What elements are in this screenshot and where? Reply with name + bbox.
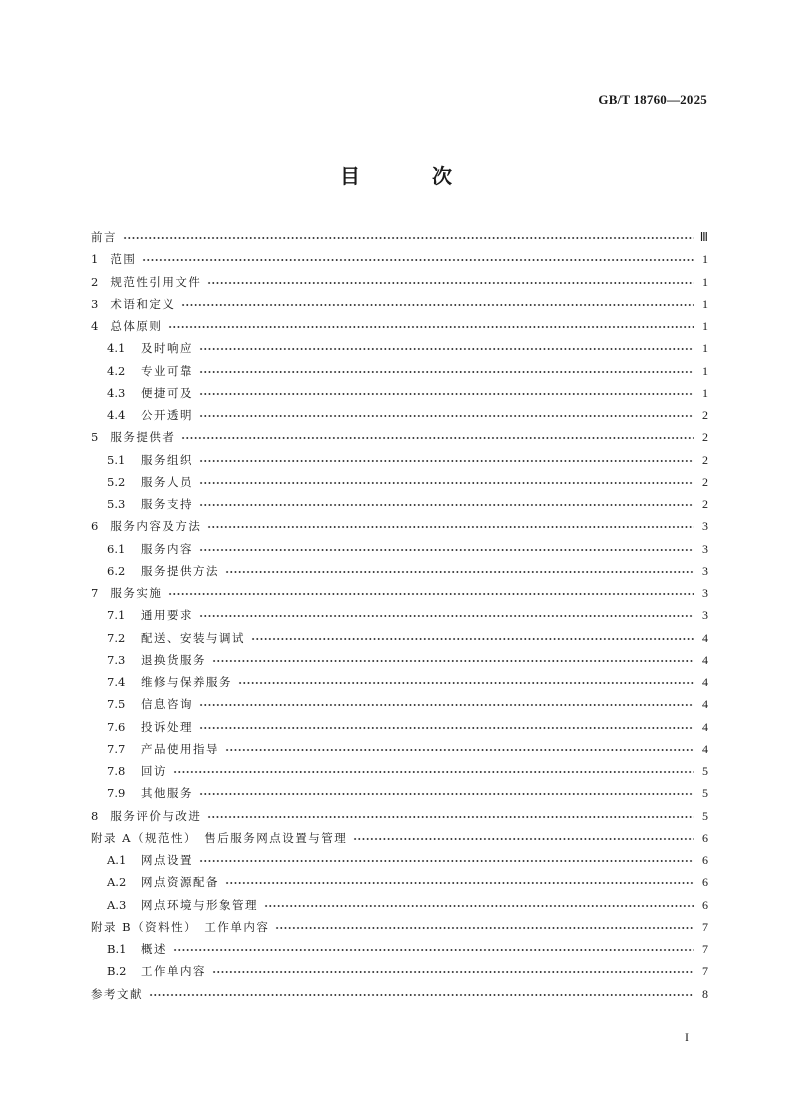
toc-entry-page: 2	[702, 430, 708, 445]
toc-dot-leader	[238, 682, 694, 685]
toc-entry-title: 服务人员	[141, 474, 193, 489]
toc-entry-title: 概述	[141, 942, 167, 956]
toc-entry-page: 2	[702, 474, 708, 489]
toc-entry[interactable]	[91, 515, 708, 537]
toc-entry-page: 7	[702, 942, 708, 956]
toc-entry-title: 信息咨询	[141, 697, 193, 712]
toc-dot-leader	[199, 504, 694, 507]
toc-entry-number: 7.2	[107, 630, 126, 645]
toc-entry[interactable]	[91, 426, 708, 448]
toc-entry-title: 总体原则	[110, 319, 163, 333]
toc-entry-title: 术语和定义	[110, 296, 176, 311]
toc-dot-leader	[275, 926, 694, 929]
toc-entry-number: 4	[91, 319, 99, 333]
toc-entry-title: 服务内容及方法	[110, 519, 202, 534]
toc-entry-number: 7.6	[107, 719, 126, 734]
toc-entry[interactable]	[91, 805, 708, 827]
toc-entry-number: 7.4	[107, 675, 126, 689]
toc-entry-title: 产品使用指导	[141, 741, 219, 756]
toc-dot-leader	[181, 437, 694, 440]
toc-entry-page: 4	[702, 697, 708, 712]
toc-entry-title: 服务评价与改进	[110, 808, 202, 823]
toc-entry[interactable]	[91, 560, 708, 582]
toc-dot-leader	[199, 459, 694, 462]
toc-entry-number: 7.1	[107, 608, 126, 623]
toc-entry-title: 公开透明	[141, 408, 193, 422]
toc-entry-page: 1	[702, 296, 708, 311]
toc-entry-page: 6	[702, 853, 708, 867]
toc-entry-page: 3	[702, 608, 708, 623]
page-title: 目 次	[340, 164, 478, 188]
toc-dot-leader	[353, 837, 694, 840]
toc-entry-title: 参考文献	[91, 986, 143, 1001]
toc-entry-title: 退换货服务	[141, 652, 206, 667]
toc-entry[interactable]	[91, 849, 708, 871]
toc-entry-page: 6	[702, 897, 708, 912]
toc-dot-leader	[199, 415, 694, 418]
toc-entry-title: 服务提供者	[110, 430, 176, 445]
toc-entry-number: 5.3	[107, 497, 126, 511]
toc-entry-page: 4	[702, 652, 708, 667]
toc-entry[interactable]	[91, 960, 708, 982]
toc-entry[interactable]	[91, 382, 708, 404]
toc-entry[interactable]	[91, 938, 708, 960]
toc-entry-title: 网点环境与形象管理	[141, 897, 258, 912]
toc-entry-page: 3	[702, 519, 708, 534]
toc-entry-number: 7.3	[107, 652, 126, 667]
toc-entry-page: 5	[702, 786, 708, 801]
toc-entry-title: 规范性引用文件	[110, 274, 202, 289]
toc-entry-title: 前言	[91, 230, 117, 244]
toc-entry[interactable]	[91, 360, 708, 382]
toc-dot-leader	[225, 570, 694, 573]
toc-entry-page: 2	[702, 497, 708, 511]
toc-dot-leader	[212, 659, 694, 662]
toc-entry[interactable]	[91, 693, 708, 715]
toc-entry-page: 5	[702, 808, 708, 823]
toc-entry-title: 投诉处理	[141, 719, 193, 734]
toc-entry-page: 1	[702, 385, 708, 400]
toc-dot-leader	[199, 481, 694, 484]
toc-entry-number: 7.9	[107, 786, 126, 801]
page-number: I	[685, 1030, 689, 1044]
toc-entry[interactable]	[91, 293, 708, 315]
toc-entry-number: A.2	[107, 875, 127, 890]
toc-entry-page: 4	[702, 630, 708, 645]
toc-dot-leader	[173, 949, 694, 952]
toc-entry[interactable]	[91, 604, 708, 626]
toc-entry-title: 网点设置	[141, 853, 193, 867]
toc-entry-page: 2	[702, 452, 708, 467]
toc-entry-page: 4	[702, 675, 708, 689]
toc-dot-leader	[168, 326, 694, 329]
toc-dot-leader	[199, 392, 694, 395]
toc-entry[interactable]	[91, 404, 708, 426]
toc-entry-number: B.1	[107, 942, 127, 956]
toc-entry-number: 4.2	[107, 363, 126, 378]
toc-entry-number: 4.4	[107, 408, 126, 422]
toc-entry-title: 范围	[110, 252, 137, 267]
toc-dot-leader	[199, 548, 694, 551]
toc-entry-title: 网点资源配备	[141, 875, 219, 890]
toc-dot-leader	[199, 860, 694, 863]
toc-entry-page: 4	[702, 719, 708, 734]
toc-entry-number: B.2	[107, 964, 127, 979]
toc-entry-page: 7	[702, 919, 708, 934]
toc-entry[interactable]	[91, 493, 708, 515]
toc-entry-page: 5	[702, 764, 708, 778]
toc-entry-page: 1	[702, 341, 708, 356]
toc-dot-leader	[168, 593, 694, 596]
toc-entry-title: 其他服务	[141, 786, 193, 801]
toc-dot-leader	[199, 793, 694, 796]
toc-entry[interactable]	[91, 894, 708, 916]
toc-entry-page: Ⅲ	[699, 230, 708, 244]
toc-entry-number: 4.1	[107, 341, 126, 356]
toc-entry-page: 6	[702, 875, 708, 890]
toc-entry-number: 6.1	[107, 541, 126, 556]
toc-entry[interactable]	[91, 916, 708, 938]
toc-entry[interactable]	[91, 983, 708, 1005]
toc-entry-title: 工作单内容	[141, 964, 206, 979]
toc-entry[interactable]	[91, 582, 708, 604]
toc-entry-number: A.1	[107, 853, 127, 867]
toc-entry-title: 服务内容	[141, 541, 193, 556]
toc-entry-page: 3	[702, 563, 708, 578]
toc-entry[interactable]	[91, 671, 708, 693]
toc-entry-page: 1	[702, 274, 708, 289]
toc-entry-number: 7	[91, 586, 99, 600]
toc-entry-page: 7	[702, 964, 708, 979]
toc-entry[interactable]	[91, 248, 708, 270]
toc-entry-title: 及时响应	[141, 341, 193, 356]
toc-entry-number: 3	[91, 296, 99, 311]
toc-entry-page: 8	[702, 986, 708, 1001]
toc-entry-title: 附录 B（资料性） 工作单内容	[91, 919, 270, 934]
toc-entry[interactable]	[91, 871, 708, 893]
toc-entry[interactable]	[91, 627, 708, 649]
toc-entry[interactable]	[91, 449, 708, 471]
toc-entry-title: 通用要求	[141, 608, 193, 623]
toc-entry[interactable]	[91, 271, 708, 293]
toc-entry-title: 回访	[141, 764, 167, 778]
toc-dot-leader	[225, 748, 694, 751]
toc-entry-number: 7.5	[107, 697, 126, 712]
toc-entry-title: 服务组织	[141, 452, 193, 467]
toc-entry-title: 服务提供方法	[141, 563, 219, 578]
toc-entry-number: 5	[91, 430, 99, 445]
toc-entry-page: 1	[702, 319, 708, 333]
table-of-contents	[91, 226, 708, 1005]
toc-entry[interactable]	[91, 716, 708, 738]
toc-entry[interactable]	[91, 315, 708, 337]
toc-entry-page: 3	[702, 541, 708, 556]
toc-entry-number: 7.8	[107, 764, 126, 778]
toc-entry[interactable]	[91, 471, 708, 493]
toc-entry-title: 服务实施	[110, 586, 163, 600]
toc-entry-number: 6.2	[107, 563, 126, 578]
toc-entry-number: A.3	[107, 897, 127, 912]
toc-dot-leader	[199, 615, 694, 618]
toc-dot-leader	[212, 971, 694, 974]
toc-entry[interactable]	[91, 538, 708, 560]
toc-entry[interactable]	[91, 827, 708, 849]
toc-entry-title: 维修与保养服务	[141, 675, 232, 689]
toc-entry-page: 2	[702, 408, 708, 422]
toc-dot-leader	[251, 637, 694, 640]
toc-entry-number: 8	[91, 808, 99, 823]
toc-entry-number: 5.2	[107, 474, 126, 489]
toc-dot-leader	[199, 726, 694, 729]
toc-entry-page: 1	[702, 363, 708, 378]
toc-entry-page: 6	[702, 830, 708, 845]
toc-dot-leader	[207, 815, 694, 818]
toc-entry-title: 专业可靠	[141, 363, 193, 378]
toc-entry-number: 5.1	[107, 452, 126, 467]
toc-entry-page: 1	[702, 252, 708, 267]
toc-entry-title: 配送、安装与调试	[141, 630, 245, 645]
toc-dot-leader	[149, 993, 694, 996]
toc-entry[interactable]	[91, 337, 708, 359]
toc-entry-title: 服务支持	[141, 497, 193, 511]
toc-dot-leader	[123, 237, 694, 240]
toc-entry-title: 附录 A（规范性） 售后服务网点设置与管理	[91, 830, 348, 845]
toc-dot-leader	[142, 259, 694, 262]
toc-dot-leader	[199, 348, 694, 351]
toc-entry[interactable]	[91, 226, 708, 248]
toc-entry-page: 3	[702, 586, 708, 600]
standard-code: GB/T 18760—2025	[598, 92, 707, 107]
toc-dot-leader	[199, 370, 694, 373]
toc-entry[interactable]	[91, 782, 708, 804]
toc-entry-number: 4.3	[107, 385, 126, 400]
toc-dot-leader	[199, 704, 694, 707]
toc-dot-leader	[225, 882, 694, 885]
toc-dot-leader	[181, 303, 694, 306]
toc-entry[interactable]	[91, 760, 708, 782]
toc-dot-leader	[207, 281, 694, 284]
toc-entry-number: 6	[91, 519, 99, 534]
toc-dot-leader	[173, 771, 694, 774]
toc-entry[interactable]	[91, 738, 708, 760]
toc-dot-leader	[207, 526, 694, 529]
toc-entry-number: 1	[91, 252, 99, 267]
toc-entry-page: 4	[702, 741, 708, 756]
toc-dot-leader	[264, 904, 694, 907]
toc-entry-title: 便捷可及	[141, 385, 193, 400]
toc-entry-number: 7.7	[107, 741, 126, 756]
toc-entry[interactable]	[91, 649, 708, 671]
toc-entry-number: 2	[91, 274, 99, 289]
